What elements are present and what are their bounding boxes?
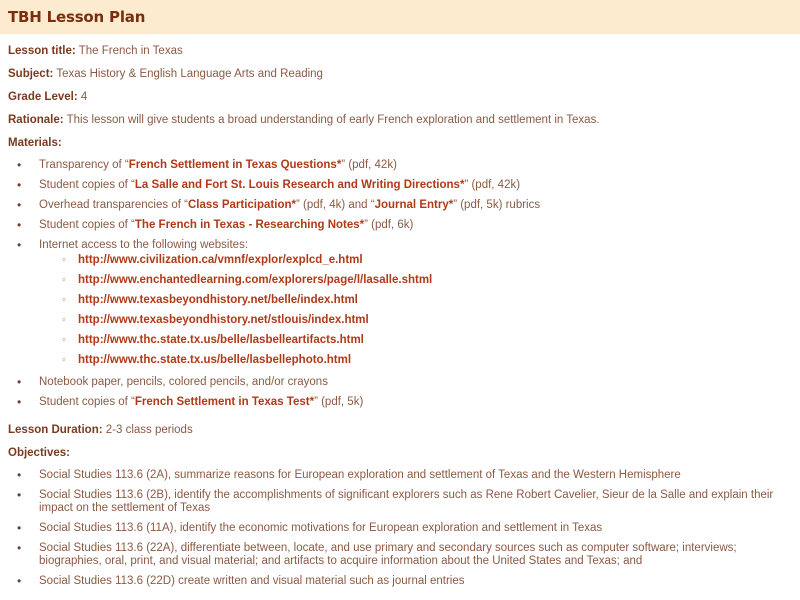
field-label: Rationale: [8,114,64,126]
field-label: Materials: [8,137,62,149]
list-item [39,218,792,232]
objective-item: • Social Studies 113.6 (22A), differentiate between, locate, and use primary and secondary sources such as computer software; interviews; biographies, oral, print, and visual material; and artifacts to acquire information about the United States and Texas; and [39,542,792,568]
list-item [39,395,792,409]
website-item [78,353,792,367]
field-value: This lesson will give students a broad understanding of early French exploration and settlement in Texas. [66,114,600,126]
website-link[interactable]: http://www.thc.state.tx.us/belle/lasbelleartifacts.html [78,334,364,346]
item-text: ” (pdf, 42k) [341,159,397,171]
item-text: Student copies of “ [39,219,135,231]
item-text: ” (pdf, 4k) and “ [295,199,375,211]
objectives-heading [8,446,792,460]
website-item [78,273,792,287]
field-label: Objectives: [8,447,70,459]
page-title: TBH Lesson Plan [8,8,146,26]
field-value: Texas History & English Language Arts and Reading [56,68,323,80]
lesson-plan-body [0,44,800,588]
field-value: 2-3 class periods [105,424,193,436]
websites-list [39,253,792,367]
field-value: The French in Texas [78,45,183,57]
objective-item: • Social Studies 113.6 (11A), identify the economic motivations for European exploration and settlement in Texas [39,522,792,535]
item-text: ” (pdf, 5k) rubrics [453,199,541,211]
website-link[interactable]: http://www.enchantedlearning.com/explorers/page/l/lasalle.shtml [78,274,433,286]
objective-item: • Social Studies 113.6 (22D) create written and visual material such as journal entries [39,575,792,588]
website-link[interactable]: http://www.civilization.ca/vmnf/explor/explcd_e.html [78,254,363,266]
rationale-field [8,113,792,127]
item-text: ” (pdf, 5k) [314,396,364,408]
doc-link-questions[interactable]: French Settlement in Texas Questions* [128,159,342,171]
item-text: ” (pdf, 42k) [464,179,521,191]
doc-link-test[interactable]: French Settlement in Texas Test* [134,396,315,408]
page-header [0,0,800,34]
website-item [78,333,792,347]
list-item [39,375,792,389]
website-item [78,293,792,307]
website-item [78,253,792,267]
duration-field [8,423,792,437]
lesson-title-field [8,44,792,58]
item-text: ” (pdf, 6k) [364,219,414,231]
field-label: Lesson Duration: [8,424,103,436]
item-text: Student copies of “ [39,396,135,408]
doc-link-researching-notes[interactable]: The French in Texas - Researching Notes* [134,219,365,231]
doc-link-directions[interactable]: La Salle and Fort St. Louis Research and Writing Directions* [134,179,465,191]
doc-link-class-participation[interactable]: Class Participation* [187,199,296,211]
list-item [39,238,792,367]
list-item [39,178,792,192]
objective-item: • Social Studies 113.6 (2A), summarize reasons for European exploration and settlement of Texas and the Western Hemisphere [39,469,792,482]
item-text: Student copies of “ [39,179,135,191]
materials-heading [8,136,792,150]
doc-link-journal-entry[interactable]: Journal Entry* [374,199,454,211]
field-label: Lesson title: [8,45,76,57]
item-text: Internet access to the following websites: [39,239,249,251]
objective-item: • Social Studies 113.6 (2B), identify the accomplishments of significant explorers such as Rene Robert Cavelier, Sieur de la Salle and explain their impact on the settlement of Texas [39,489,792,515]
materials-list [8,158,792,409]
field-label: Subject: [8,68,54,80]
website-link[interactable]: http://www.texasbeyondhistory.net/belle/index.html [78,294,358,306]
grade-level-field [8,90,792,104]
website-link[interactable]: http://www.texasbeyondhistory.net/stlouis/index.html [78,314,369,326]
field-label: Grade Level: [8,91,78,103]
field-value: 4 [80,91,88,103]
subject-field [8,67,792,81]
list-item [39,198,792,212]
item-text: Overhead transparencies of “ [39,199,188,211]
objectives-list [8,469,792,588]
item-text: Notebook paper, pencils, colored pencils, and/or crayons [39,376,328,388]
item-text: Transparency of “ [39,159,129,171]
list-item [39,158,792,172]
website-item [78,313,792,327]
website-link[interactable]: http://www.thc.state.tx.us/belle/lasbellephoto.html [78,354,352,366]
